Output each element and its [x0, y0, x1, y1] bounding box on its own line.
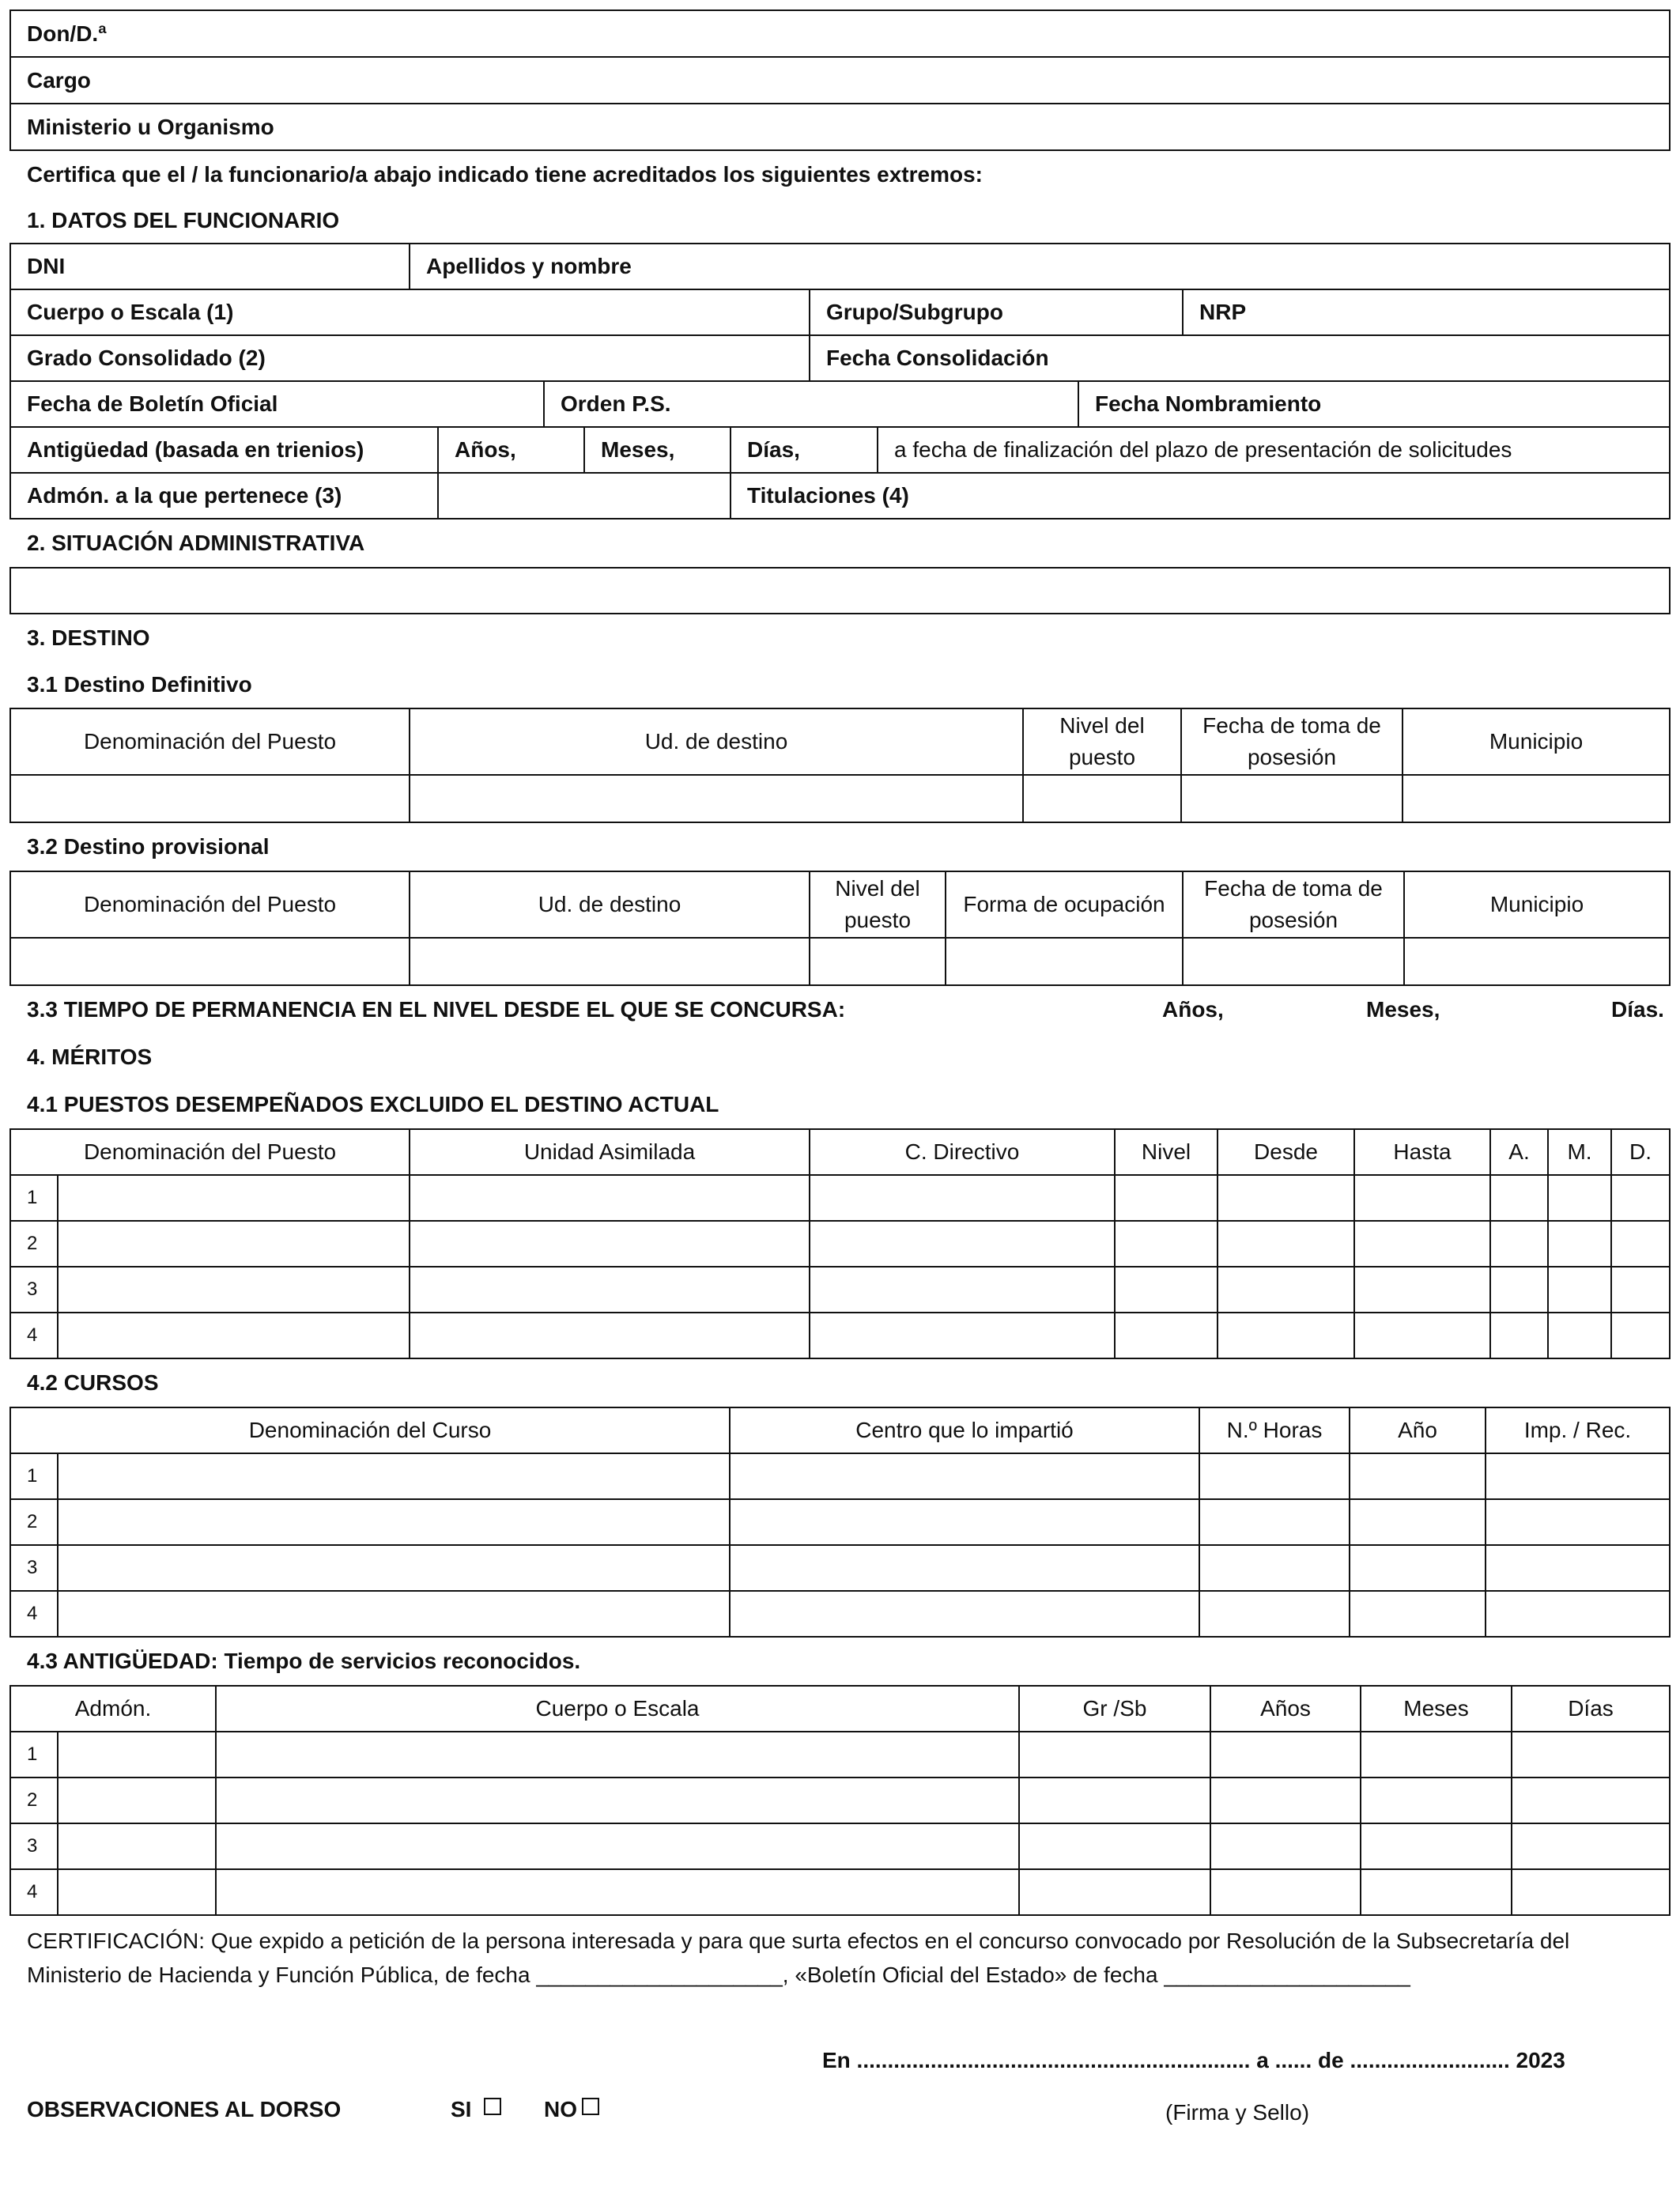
table-cell[interactable]: [58, 1545, 730, 1591]
table-cell[interactable]: [730, 1499, 1199, 1545]
table-cell[interactable]: [1019, 1732, 1210, 1778]
datos-table-row6: [9, 472, 1671, 519]
row-number: 1: [10, 1453, 58, 1499]
table-cell[interactable]: [1486, 1499, 1670, 1545]
table-cell[interactable]: [58, 1591, 730, 1637]
table-cell[interactable]: [1361, 1778, 1512, 1823]
no-label: NO: [544, 2097, 577, 2121]
section-2-title: 2. SITUACIÓN ADMINISTRATIVA: [27, 531, 365, 555]
fecha-consolidacion-field[interactable]: Fecha Consolidación: [810, 335, 1670, 381]
table-cell[interactable]: [810, 1175, 1115, 1221]
puestos-table: [9, 1128, 1671, 1359]
table-cell[interactable]: [216, 1732, 1019, 1778]
column-header: Meses: [1361, 1686, 1512, 1732]
table-cell[interactable]: [10, 938, 410, 985]
table-cell[interactable]: [1218, 1175, 1354, 1221]
don-field[interactable]: Don/D.ª: [10, 10, 1670, 57]
table-cell[interactable]: [1512, 1823, 1670, 1869]
table-cell[interactable]: [1199, 1499, 1350, 1545]
table-cell[interactable]: [410, 938, 810, 985]
column-header: Ud. de destino: [410, 708, 1023, 775]
column-header: C. Directivo: [810, 1129, 1115, 1175]
column-header: Fecha de toma de posesión: [1183, 871, 1404, 938]
table-cell[interactable]: [58, 1313, 410, 1358]
table-cell[interactable]: [1199, 1453, 1350, 1499]
table-cell[interactable]: [810, 1221, 1115, 1267]
table-cell[interactable]: [1115, 1313, 1218, 1358]
apellidos-field[interactable]: Apellidos y nombre: [410, 244, 1670, 289]
table-row: [10, 1499, 1670, 1545]
situacion-field[interactable]: [10, 568, 1670, 614]
column-header: Años: [1210, 1686, 1361, 1732]
table-row: [10, 1453, 1670, 1499]
section-4-3-title-bold: 4.3 ANTIGÜEDAD:: [27, 1649, 218, 1673]
table-cell[interactable]: [58, 1732, 216, 1778]
a-fecha-text: a fecha de finalización del plazo de presentación de solicitudes: [878, 427, 1670, 473]
row-number: 4: [10, 1313, 58, 1358]
row-number: 2: [10, 1221, 58, 1267]
section-3-2-title: 3.2 Destino provisional: [27, 834, 270, 859]
table-cell[interactable]: [1611, 1175, 1670, 1221]
destino-definitivo-table: [9, 708, 1671, 823]
table-cell[interactable]: [1218, 1267, 1354, 1313]
nrp-field[interactable]: NRP: [1183, 289, 1670, 335]
certificacion-line-2: Ministerio de Hacienda y Función Pública, de fecha ____________________, «Boletín Oficial del Estado» de fecha ____________________: [27, 1963, 1410, 1987]
table-cell[interactable]: [58, 1221, 410, 1267]
meses-field[interactable]: Meses,: [584, 427, 731, 473]
table-cell[interactable]: [410, 1175, 810, 1221]
table-cell[interactable]: [810, 1313, 1115, 1358]
column-header: Ud. de destino: [410, 871, 810, 938]
table-cell[interactable]: [1183, 938, 1404, 985]
column-header: D.: [1611, 1129, 1670, 1175]
table-cell[interactable]: [1350, 1545, 1486, 1591]
column-header: Centro que lo impartió: [730, 1407, 1199, 1453]
table-cell[interactable]: [1115, 1221, 1218, 1267]
section-3-title: 3. DESTINO: [27, 625, 150, 650]
row-number: 2: [10, 1499, 58, 1545]
column-header: Admón.: [10, 1686, 216, 1732]
orden-field[interactable]: Orden P.S.: [544, 381, 1078, 427]
table-cell[interactable]: [1486, 1453, 1670, 1499]
table-cell[interactable]: [1361, 1869, 1512, 1915]
section-4-1-title: 4.1 PUESTOS DESEMPEÑADOS EXCLUIDO EL DESTINO ACTUAL: [27, 1092, 719, 1116]
column-header: N.º Horas: [1199, 1407, 1350, 1453]
table-cell[interactable]: [1210, 1778, 1361, 1823]
column-header: Municipio: [1404, 871, 1670, 938]
admon-value[interactable]: [438, 473, 731, 519]
table-cell[interactable]: [1490, 1313, 1548, 1358]
table-cell[interactable]: [1548, 1221, 1611, 1267]
column-header: Fecha de toma de posesión: [1181, 708, 1403, 775]
table-cell[interactable]: [10, 775, 410, 822]
table-cell[interactable]: [410, 775, 1023, 822]
no-checkbox-icon[interactable]: [582, 2098, 599, 2115]
table-cell[interactable]: [58, 1823, 216, 1869]
si-checkbox-icon[interactable]: [484, 2098, 501, 2115]
column-header: Unidad Asimilada: [410, 1129, 810, 1175]
table-cell[interactable]: [1199, 1545, 1350, 1591]
table-cell[interactable]: [1548, 1313, 1611, 1358]
column-header: M.: [1548, 1129, 1611, 1175]
table-cell[interactable]: [1218, 1221, 1354, 1267]
column-header: Cuerpo o Escala: [216, 1686, 1019, 1732]
table-cell[interactable]: [1181, 775, 1403, 822]
table-cell[interactable]: [216, 1778, 1019, 1823]
header-table: [9, 9, 1671, 151]
table-row: [10, 1221, 1670, 1267]
permanencia-meses[interactable]: Meses,: [1366, 997, 1440, 1022]
table-cell[interactable]: [58, 1499, 730, 1545]
datos-table-row5: [9, 426, 1671, 474]
table-cell[interactable]: [1023, 775, 1181, 822]
ministerio-field[interactable]: Ministerio u Organismo: [10, 104, 1670, 150]
column-header: Forma de ocupación: [946, 871, 1183, 938]
table-row: [10, 1175, 1670, 1221]
cursos-table: [9, 1407, 1671, 1638]
table-row: [10, 1545, 1670, 1591]
column-header: Días: [1512, 1686, 1670, 1732]
table-cell[interactable]: [58, 1778, 216, 1823]
table-cell[interactable]: [1218, 1313, 1354, 1358]
destino-provisional-table: [9, 871, 1671, 986]
si-label: SI: [451, 2097, 472, 2121]
fecha-nombramiento-field[interactable]: Fecha Nombramiento: [1078, 381, 1670, 427]
column-header: Año: [1350, 1407, 1486, 1453]
section-3-1-title: 3.1 Destino Definitivo: [27, 672, 252, 697]
table-cell[interactable]: [1354, 1221, 1490, 1267]
table-row: [10, 1823, 1670, 1869]
table-row: [10, 1267, 1670, 1313]
column-header: Gr /Sb: [1019, 1686, 1210, 1732]
table-cell[interactable]: [1354, 1313, 1490, 1358]
table-cell[interactable]: [1361, 1732, 1512, 1778]
table-cell[interactable]: [1210, 1823, 1361, 1869]
table-cell[interactable]: [1019, 1869, 1210, 1915]
column-header: Hasta: [1354, 1129, 1490, 1175]
table-cell[interactable]: [1486, 1545, 1670, 1591]
table-cell[interactable]: [1210, 1732, 1361, 1778]
table-cell[interactable]: [946, 938, 1183, 985]
table-cell[interactable]: [58, 1267, 410, 1313]
column-header: Municipio: [1403, 708, 1670, 775]
certificate-form: [9, 9, 1671, 1992]
dni-field[interactable]: DNI: [10, 244, 410, 289]
column-header: Nivel del puesto: [1023, 708, 1181, 775]
si-option[interactable]: [451, 2097, 501, 2122]
table-cell[interactable]: [1490, 1267, 1548, 1313]
table-cell[interactable]: [58, 1175, 410, 1221]
table-cell[interactable]: [1512, 1869, 1670, 1915]
section-4-3-title-rest: Tiempo de servicios reconocidos.: [224, 1649, 581, 1673]
situacion-table: [9, 567, 1671, 614]
column-header: A.: [1490, 1129, 1548, 1175]
table-cell[interactable]: [730, 1591, 1199, 1637]
titulaciones-field[interactable]: Titulaciones (4): [731, 473, 1670, 519]
row-number: 3: [10, 1823, 58, 1869]
table-cell[interactable]: [1512, 1778, 1670, 1823]
table-cell[interactable]: [1611, 1313, 1670, 1358]
lugar-fecha-line[interactable]: En ................................................................ a ...... de .......................... 2023: [822, 2048, 1565, 2072]
table-cell[interactable]: [1548, 1175, 1611, 1221]
table-cell[interactable]: [810, 1267, 1115, 1313]
table-cell[interactable]: [1403, 775, 1670, 822]
table-cell[interactable]: [1354, 1175, 1490, 1221]
row-number: 2: [10, 1778, 58, 1823]
row-number: 1: [10, 1732, 58, 1778]
grupo-field[interactable]: Grupo/Subgrupo: [810, 289, 1183, 335]
table-cell[interactable]: [216, 1823, 1019, 1869]
table-cell[interactable]: [1512, 1732, 1670, 1778]
table-cell[interactable]: [1361, 1823, 1512, 1869]
antiguedad-label: Antigüedad (basada en trienios): [10, 427, 438, 473]
table-cell[interactable]: [1115, 1267, 1218, 1313]
column-header: Imp. / Rec.: [1486, 1407, 1670, 1453]
table-cell[interactable]: [1115, 1175, 1218, 1221]
cuerpo-field[interactable]: Cuerpo o Escala (1): [10, 289, 810, 335]
section-1-title: 1. DATOS DEL FUNCIONARIO: [27, 208, 340, 232]
table-cell[interactable]: [410, 1313, 810, 1358]
table-cell[interactable]: [410, 1267, 810, 1313]
table-cell[interactable]: [810, 938, 946, 985]
table-row: [10, 1732, 1670, 1778]
table-row: [10, 1778, 1670, 1823]
row-number: 3: [10, 1267, 58, 1313]
dias-field[interactable]: Días,: [731, 427, 878, 473]
table-cell[interactable]: [1404, 938, 1670, 985]
row-number: 4: [10, 1591, 58, 1637]
table-cell[interactable]: [1490, 1175, 1548, 1221]
table-row: [10, 1591, 1670, 1637]
table-cell[interactable]: [1350, 1453, 1486, 1499]
column-header: Denominación del Puesto: [10, 871, 410, 938]
certificacion-text: [9, 1916, 1671, 1992]
table-cell[interactable]: [1350, 1499, 1486, 1545]
table-row: [10, 1869, 1670, 1915]
table-row: [10, 938, 1670, 985]
datos-table-row1: [9, 243, 1671, 290]
anos-field[interactable]: Años,: [438, 427, 584, 473]
antiguedad-table: [9, 1685, 1671, 1916]
table-row: [10, 1313, 1670, 1358]
table-cell[interactable]: [1611, 1267, 1670, 1313]
table-cell[interactable]: [1486, 1591, 1670, 1637]
row-number: 1: [10, 1175, 58, 1221]
permanencia-label: 3.3 TIEMPO DE PERMANENCIA EN EL NIVEL DESDE EL QUE SE CONCURSA:: [27, 997, 846, 1022]
certificacion-line-1: CERTIFICACIÓN: Que expido a petición de la persona interesada y para que surta efectos en el concurso convocado por Resolución de la Subsecretaría del: [27, 1929, 1570, 1953]
table-cell[interactable]: [1210, 1869, 1361, 1915]
column-header: Denominación del Puesto: [10, 1129, 410, 1175]
permanencia-dias[interactable]: Días.: [1611, 997, 1664, 1022]
column-header: Nivel: [1115, 1129, 1218, 1175]
table-cell[interactable]: [1019, 1823, 1210, 1869]
table-cell[interactable]: [410, 1221, 810, 1267]
section-4-2-title: 4.2 CURSOS: [27, 1370, 159, 1395]
table-cell[interactable]: [216, 1869, 1019, 1915]
column-header: Nivel del puesto: [810, 871, 946, 938]
row-number: 3: [10, 1545, 58, 1591]
column-header: Denominación del Curso: [10, 1407, 730, 1453]
table-cell[interactable]: [58, 1869, 216, 1915]
table-cell[interactable]: [1199, 1591, 1350, 1637]
table-cell[interactable]: [730, 1545, 1199, 1591]
section-4-3-title: [9, 1638, 1671, 1685]
datos-table-row2: [9, 289, 1671, 382]
fecha-boletin-field[interactable]: Fecha de Boletín Oficial: [10, 381, 544, 427]
table-cell[interactable]: [1611, 1221, 1670, 1267]
permanencia-anos[interactable]: Años,: [1162, 997, 1224, 1022]
table-cell[interactable]: [1490, 1221, 1548, 1267]
certifica-text: Certifica que el / la funcionario/a abajo indicado tiene acreditados los siguientes extremos:: [27, 162, 983, 187]
observaciones-label: OBSERVACIONES AL DORSO: [27, 2097, 342, 2121]
table-cell[interactable]: [1548, 1267, 1611, 1313]
table-row: [10, 775, 1670, 822]
cargo-field[interactable]: Cargo: [10, 57, 1670, 104]
grado-field[interactable]: Grado Consolidado (2): [10, 335, 810, 381]
section-4-title: 4. MÉRITOS: [27, 1045, 153, 1069]
column-header: Denominación del Puesto: [10, 708, 410, 775]
table-cell[interactable]: [58, 1453, 730, 1499]
datos-table-row4: [9, 380, 1671, 428]
permanencia-line: [9, 986, 1671, 1033]
table-cell[interactable]: [730, 1453, 1199, 1499]
row-number: 4: [10, 1869, 58, 1915]
table-cell[interactable]: [1354, 1267, 1490, 1313]
firma-sello-label: (Firma y Sello): [1165, 2100, 1310, 2125]
admon-label: Admón. a la que pertenece (3): [10, 473, 438, 519]
table-cell[interactable]: [1019, 1778, 1210, 1823]
no-option[interactable]: [544, 2097, 599, 2122]
table-cell[interactable]: [1350, 1591, 1486, 1637]
column-header: Desde: [1218, 1129, 1354, 1175]
